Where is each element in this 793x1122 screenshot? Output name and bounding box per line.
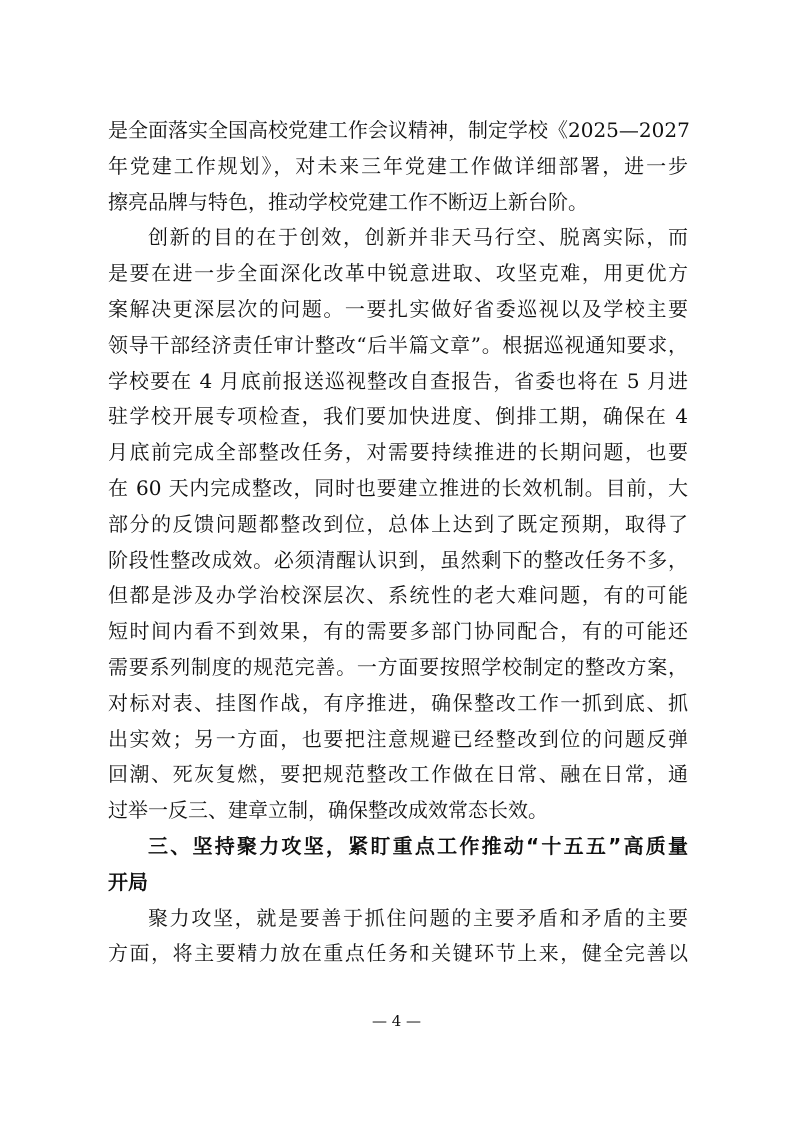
- text-line: 过举一反三、建章立制，确保整改成效常态长效。: [108, 798, 548, 823]
- text-line: 案解决更深层次的问题。一要扎实做好省委巡视以及学校主要: [108, 296, 688, 321]
- text-line: 是要在进一步全面深化改革中锐意进取、攻坚克难，用更优方: [108, 261, 688, 286]
- text-line: 驻学校开展专项检查，我们要加快进度、倒排工期，确保在 4: [108, 404, 688, 429]
- text-line: 年党建工作规划》，对未来三年党建工作做详细部署，进一步: [108, 153, 688, 178]
- text-line: 阶段性整改成效。必须清醒认识到，虽然剩下的整改任务不多，: [108, 547, 688, 572]
- text-line: 月底前完成全部整改任务，对需要持续推进的长期问题，也要: [108, 440, 688, 465]
- text-line: 需要系列制度的规范完善。一方面要按照学校制定的整改方案，: [108, 654, 688, 679]
- text-line: 在 60 天内完成整改，同时也要建立推进的长效机制。目前，大: [108, 475, 688, 500]
- text-line: 方面，将主要精力放在重点任务和关键环节上来，健全完善以: [108, 941, 688, 966]
- text-line: 短时间内看不到效果，有的需要多部门协同配合，有的可能还: [108, 619, 688, 644]
- text-line: 创新的目的在于创效，创新并非天马行空、脱离实际，而: [148, 225, 688, 250]
- text-line: 出实效；另一方面，也要把注意规避已经整改到位的问题反弹: [108, 726, 688, 751]
- text-line: 但都是涉及办学治校深层次、系统性的老大难问题，有的可能: [108, 583, 688, 608]
- text-line: 对标对表、挂图作战，有序推进，确保整改工作一抓到底、抓: [108, 690, 688, 715]
- text-line: 学校要在 4 月底前报送巡视整改自查报告，省委也将在 5 月进: [108, 368, 688, 393]
- text-line: 是全面落实全国高校党建工作会议精神，制定学校《2025—2027: [108, 118, 690, 142]
- paragraph: [108, 220, 688, 829]
- text-line: 领导干部经济责任审计整改“后半篇文章”。根据巡视通知要求，: [108, 332, 688, 357]
- text-line: 部分的反馈问题都整改到位，总体上达到了既定预期，取得了: [108, 511, 688, 536]
- text-line: 开局: [108, 869, 148, 894]
- text-line: 聚力攻坚，就是要善于抓住问题的主要矛盾和矛盾的主要: [148, 905, 688, 930]
- paragraph: [108, 901, 688, 973]
- text-line: 三、坚持聚力攻坚，紧盯重点工作推动“十五五”高质量: [148, 833, 688, 858]
- document-body: [108, 113, 688, 972]
- paragraph: [108, 113, 688, 220]
- page-number: — 4 —: [371, 1012, 422, 1030]
- text-line: 回潮、死灰复燃，要把规范整改工作做在日常、融在日常，通: [108, 762, 688, 787]
- section-heading: [108, 829, 688, 901]
- text-line: 擦亮品牌与特色，推动学校党建工作不断迈上新台阶。: [108, 189, 588, 214]
